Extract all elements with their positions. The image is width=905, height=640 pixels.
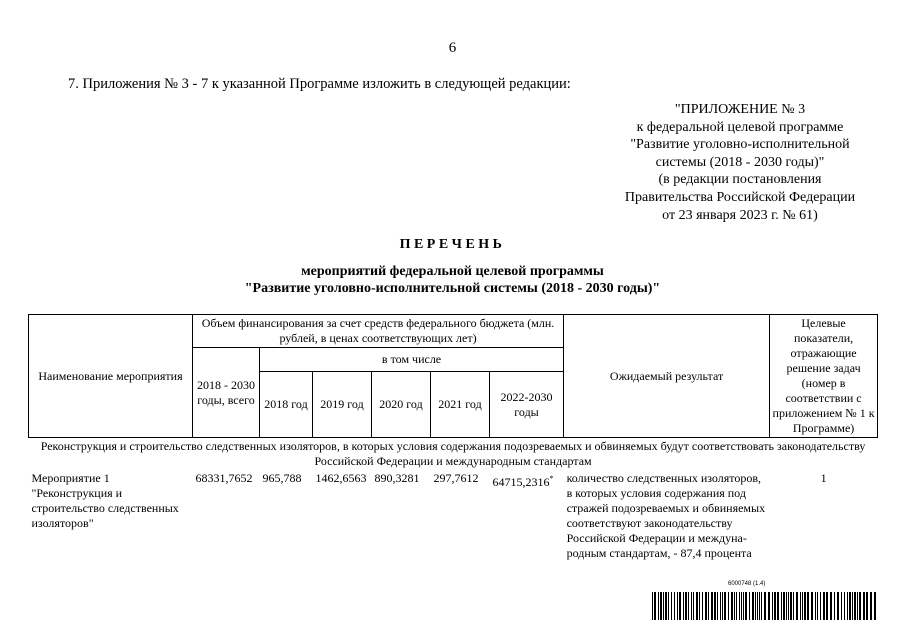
appendix-line: (в редакции постановления	[658, 172, 822, 188]
subtitle-line: "Развитие уголовно-исполнительной системы (2018 - 2030 годы)"	[244, 281, 661, 296]
instruction-text: 7. Приложения № 3 - 7 к указанной Программе изложить в следующей редакции:	[68, 76, 571, 92]
barcode-bar	[852, 592, 853, 620]
barcode-bar	[866, 592, 868, 620]
barcode-bar	[658, 592, 659, 620]
document-title: ПЕРЕЧЕНЬ	[399, 237, 506, 252]
header-indicators: Целевые показатели, отражающие решение задач (номер в соответствии с приложением № 1 к Программе)	[770, 315, 878, 438]
cell-2019: 1462,6563	[315, 471, 367, 485]
barcode-bar	[671, 592, 672, 620]
barcode-bar	[717, 592, 718, 620]
barcode-bar	[752, 592, 754, 620]
appendix-line: к федеральной целевой программе	[636, 119, 844, 135]
barcode-bar	[683, 592, 684, 620]
barcode-bar	[761, 592, 762, 620]
barcode-bar	[724, 592, 726, 620]
section-title: Реконструкция и строительство следственных изоляторов, в которых условия содержания подозреваемых и обвиняемых будут соответствовать законодательству Российской Федерации и международным стандартам	[40, 439, 866, 468]
barcode-bar	[663, 592, 664, 620]
footnote-mark: *	[549, 474, 554, 483]
header-result: Ожидаемый результат	[564, 315, 770, 438]
barcode-bar	[759, 592, 760, 620]
barcode-bar	[841, 592, 842, 620]
barcode-bar	[720, 592, 721, 620]
barcode-bar	[830, 592, 832, 620]
barcode-bar	[736, 592, 737, 620]
header-year-2021: 2021 год	[431, 372, 490, 438]
barcode-bar	[688, 592, 689, 620]
barcode-bar	[728, 592, 729, 620]
barcode-bar	[807, 592, 809, 620]
barcode-bar	[820, 592, 821, 620]
barcode-bar	[711, 592, 713, 620]
barcode-bar	[699, 592, 700, 620]
table-row	[29, 470, 878, 562]
barcode-bar	[863, 592, 865, 620]
barcode-bar	[739, 592, 740, 620]
barcode-bar	[702, 592, 703, 620]
page-number: 6	[448, 40, 457, 56]
barcode-bar	[731, 592, 733, 620]
barcode-bar	[844, 592, 845, 620]
header-total: 2018 - 2030 годы, всего	[193, 348, 260, 438]
barcode-bar	[745, 592, 747, 620]
barcode-bar	[793, 592, 794, 620]
header-funding: Объем финансирования за счет средств федерального бюджета (млн. рублей, в ценах соответствующих лет)	[193, 315, 564, 348]
barcode-bar	[859, 592, 861, 620]
barcode-bar	[870, 592, 872, 620]
barcode-bar	[874, 592, 876, 620]
barcode-bar	[796, 592, 798, 620]
barcode-bar	[685, 592, 687, 620]
barcode-bar	[847, 592, 848, 620]
cell-2022-2030	[490, 470, 564, 562]
barcode-bar	[679, 592, 681, 620]
measure-name: Мероприятие 1 "Реконструкция и строительство следственных изоляторов"	[31, 471, 179, 530]
barcode-bar	[837, 592, 839, 620]
cell-indicator: 1	[820, 471, 827, 485]
barcode-bar	[786, 592, 787, 620]
barcode-bar	[757, 592, 758, 620]
appendix-line: системы (2018 - 2030 годы)"	[655, 154, 825, 170]
appendix-line: от 23 января 2023 г. № 61)	[662, 207, 818, 223]
barcode-caption: 6000748 (1.4)	[728, 581, 766, 587]
barcode-bar	[772, 592, 773, 620]
barcode-bar	[849, 592, 851, 620]
barcode-bar	[790, 592, 792, 620]
barcode-bar	[654, 592, 656, 620]
barcode-image	[652, 592, 879, 620]
barcode-bar	[749, 592, 750, 620]
appendix-line: Правительства Российской Федерации	[624, 189, 856, 205]
barcode-bar	[696, 592, 698, 620]
barcode-bar	[768, 592, 770, 620]
barcode-bar	[781, 592, 782, 620]
barcode-bar	[800, 592, 801, 620]
barcode-bar	[674, 592, 675, 620]
barcode-bar	[764, 592, 766, 620]
barcode-bar	[783, 592, 785, 620]
barcode-bar	[774, 592, 776, 620]
barcode-bar	[743, 592, 744, 620]
cell-result: количество следственных изоляторов, в которых условия содержания под стражей подозреваемых и обвиняемых соответствуют законодательству Российской Федерации и междуна-родным стандартам, - 87,4 процента	[566, 471, 766, 560]
barcode-bar	[811, 592, 813, 620]
barcode-bar	[834, 592, 835, 620]
appendix-line: "ПРИЛОЖЕНИЕ № 3	[674, 102, 806, 117]
subtitle-line: мероприятий федеральной целевой программы	[301, 264, 604, 279]
barcode-bar	[714, 592, 716, 620]
barcode-bar	[854, 592, 856, 620]
cell-total: 68331,7652	[195, 471, 253, 485]
cell-2021: 297,7612	[433, 471, 479, 485]
barcode-bar	[823, 592, 825, 620]
cell-2020: 890,3281	[374, 471, 420, 485]
cell-2022-2030-value: 64715,2316	[492, 475, 550, 489]
barcode-bar	[788, 592, 789, 620]
barcode-bar	[741, 592, 742, 620]
appendix-header	[560, 101, 905, 224]
barcode-bar	[802, 592, 803, 620]
header-including: в том числе	[260, 348, 564, 372]
barcode-bar	[804, 592, 806, 620]
barcode-bar	[652, 592, 653, 620]
header-year-2019: 2019 год	[313, 372, 372, 438]
barcode-bar	[817, 592, 818, 620]
header-year-2022-2030: 2022-2030 годы	[490, 372, 564, 438]
measures-table	[28, 314, 878, 562]
appendix-line: "Развитие уголовно-исполнительной	[630, 137, 850, 153]
barcode-bar	[722, 592, 723, 620]
barcode-bar	[777, 592, 779, 620]
barcode-bar	[857, 592, 858, 620]
document-subtitle	[0, 263, 905, 297]
header-year-2020: 2020 год	[372, 372, 431, 438]
barcode-bar	[815, 592, 816, 620]
barcode-bar	[668, 592, 669, 620]
barcode-bar	[705, 592, 707, 620]
barcode-bar	[677, 592, 678, 620]
barcode-bar	[691, 592, 692, 620]
barcode-bar	[665, 592, 667, 620]
barcode-bar	[734, 592, 735, 620]
header-name: Наименование мероприятия	[29, 315, 193, 438]
barcode-bar	[826, 592, 828, 620]
cell-2018: 965,788	[262, 471, 302, 485]
barcode-bar	[693, 592, 694, 620]
barcode-bar	[755, 592, 756, 620]
barcode-bar	[660, 592, 662, 620]
header-year-2018: 2018 год	[260, 372, 313, 438]
barcode-bar	[708, 592, 709, 620]
